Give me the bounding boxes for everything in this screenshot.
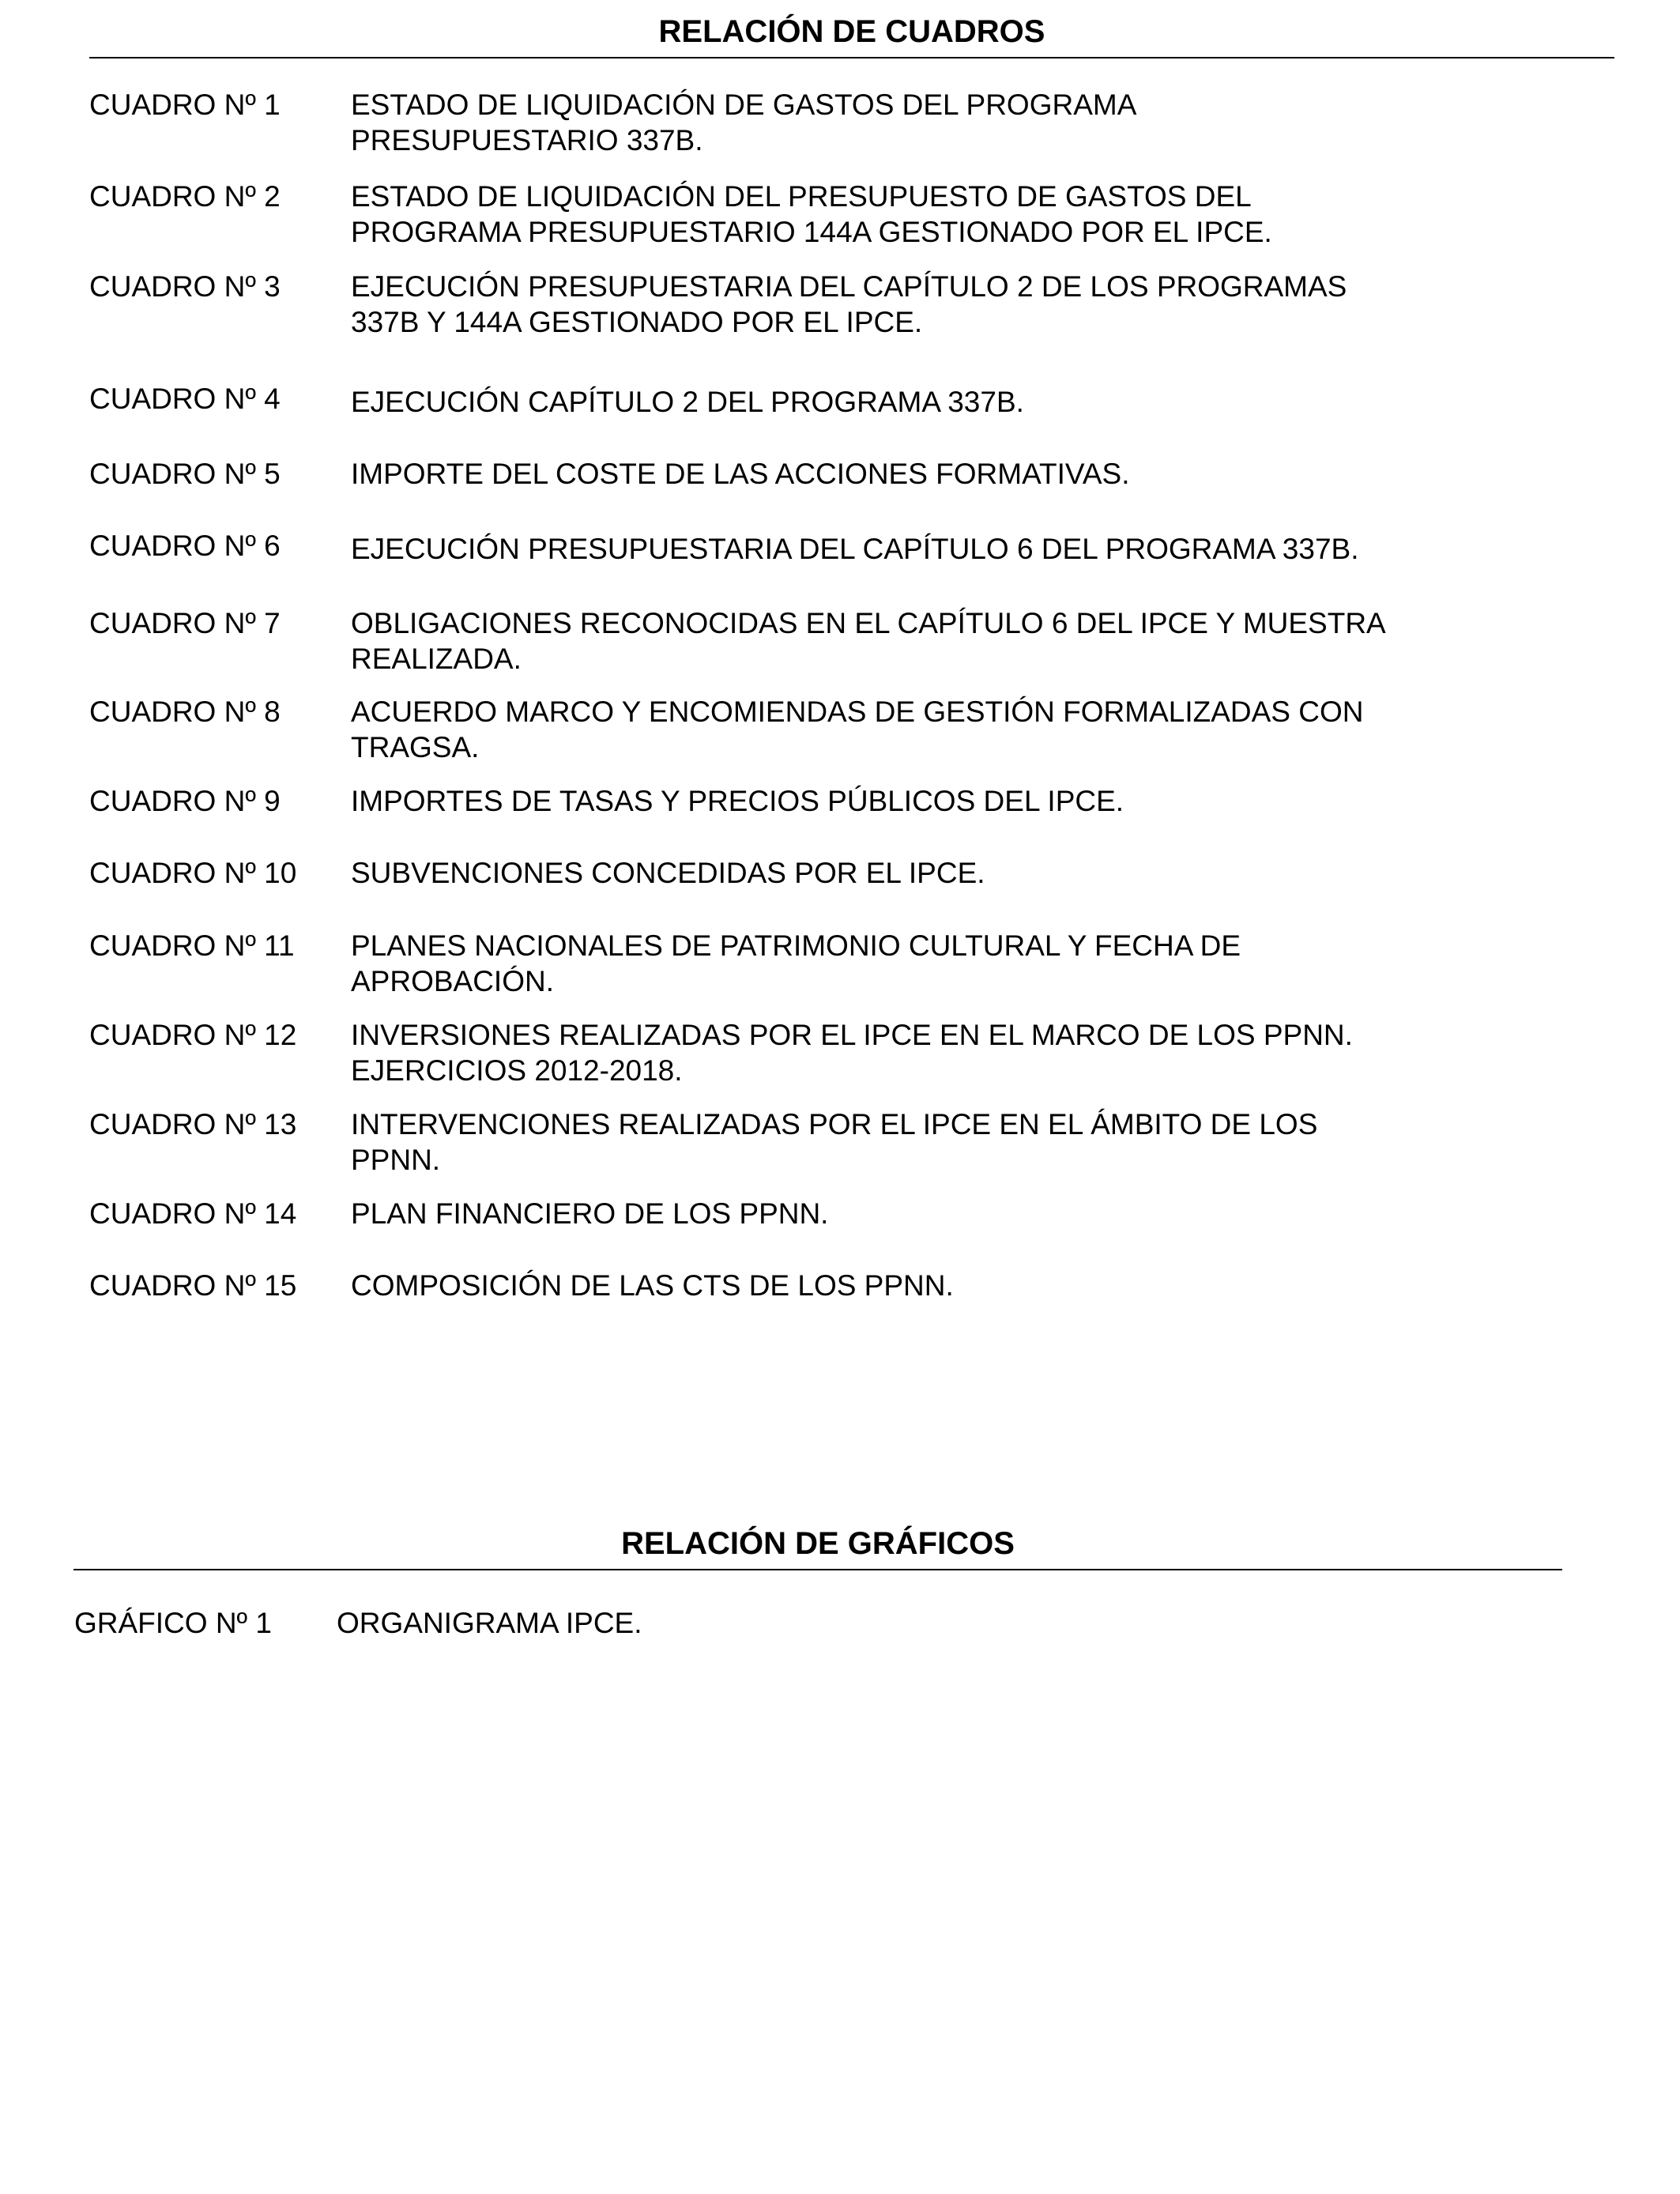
cuadro-description: SUBVENCIONES CONCEDIDAS POR EL IPCE. — [351, 857, 985, 889]
cuadro-label: CUADRO Nº 6 — [89, 530, 281, 562]
cuadro-description: PLAN FINANCIERO DE LOS PPNN. — [351, 1197, 829, 1230]
cuadro-description: ESTADO DE LIQUIDACIÓN DEL PRESUPUESTO DE GASTOS DEL PROGRAMA PRESUPUESTARIO 144A GESTIONADO POR EL IPCE. — [351, 180, 1272, 248]
cuadro-description: INTERVENCIONES REALIZADAS POR EL IPCE EN EL ÁMBITO DE LOS PPNN. — [351, 1108, 1318, 1176]
cuadro-description: COMPOSICIÓN DE LAS CTS DE LOS PPNN. — [351, 1269, 954, 1302]
cuadro-description: ESTADO DE LIQUIDACIÓN DE GASTOS DEL PROGRAMA PRESUPUESTARIO 337B. — [351, 89, 1137, 156]
cuadro-label: CUADRO Nº 1 — [89, 89, 281, 121]
graficos-divider — [73, 1569, 1562, 1570]
cuadro-label: CUADRO Nº 8 — [89, 696, 281, 728]
cuadro-description: EJECUCIÓN CAPÍTULO 2 DEL PROGRAMA 337B. — [351, 386, 1024, 418]
cuadro-label: CUADRO Nº 5 — [89, 458, 281, 490]
cuadro-label: CUADRO Nº 2 — [89, 180, 281, 213]
cuadro-description: EJECUCIÓN PRESUPUESTARIA DEL CAPÍTULO 2 DE LOS PROGRAMAS 337B Y 144A GESTIONADO POR EL IPCE. — [351, 270, 1347, 338]
cuadro-description: PLANES NACIONALES DE PATRIMONIO CULTURAL Y FECHA DE APROBACIÓN. — [351, 929, 1241, 997]
graficos-title: RELACIÓN DE GRÁFICOS — [621, 1526, 1015, 1561]
cuadro-description: IMPORTE DEL COSTE DE LAS ACCIONES FORMATIVAS. — [351, 458, 1130, 490]
grafico-label: GRÁFICO Nº 1 — [74, 1607, 272, 1639]
cuadro-label: CUADRO Nº 10 — [89, 857, 297, 889]
cuadro-label: CUADRO Nº 14 — [89, 1197, 297, 1230]
cuadro-description: IMPORTES DE TASAS Y PRECIOS PÚBLICOS DEL IPCE. — [351, 785, 1124, 817]
cuadro-description: ACUERDO MARCO Y ENCOMIENDAS DE GESTIÓN FORMALIZADAS CON TRAGSA. — [351, 696, 1364, 763]
cuadro-label: CUADRO Nº 15 — [89, 1269, 297, 1302]
cuadro-description: INVERSIONES REALIZADAS POR EL IPCE EN EL MARCO DE LOS PPNN. EJERCICIOS 2012-2018. — [351, 1019, 1353, 1087]
cuadro-label: CUADRO Nº 12 — [89, 1019, 297, 1051]
cuadro-description: EJECUCIÓN PRESUPUESTARIA DEL CAPÍTULO 6 DEL PROGRAMA 337B. — [351, 533, 1359, 565]
cuadro-label: CUADRO Nº 9 — [89, 785, 281, 817]
cuadros-divider — [89, 57, 1614, 58]
cuadro-label: CUADRO Nº 11 — [89, 929, 295, 962]
grafico-description: ORGANIGRAMA IPCE. — [337, 1607, 642, 1639]
cuadro-label: CUADRO Nº 7 — [89, 607, 281, 639]
cuadro-label: CUADRO Nº 13 — [89, 1108, 297, 1140]
cuadro-description: OBLIGACIONES RECONOCIDAS EN EL CAPÍTULO 6 DEL IPCE Y MUESTRA REALIZADA. — [351, 607, 1386, 675]
cuadro-label: CUADRO Nº 4 — [89, 383, 281, 415]
cuadro-label: CUADRO Nº 3 — [89, 270, 281, 303]
cuadros-title: RELACIÓN DE CUADROS — [658, 14, 1045, 49]
